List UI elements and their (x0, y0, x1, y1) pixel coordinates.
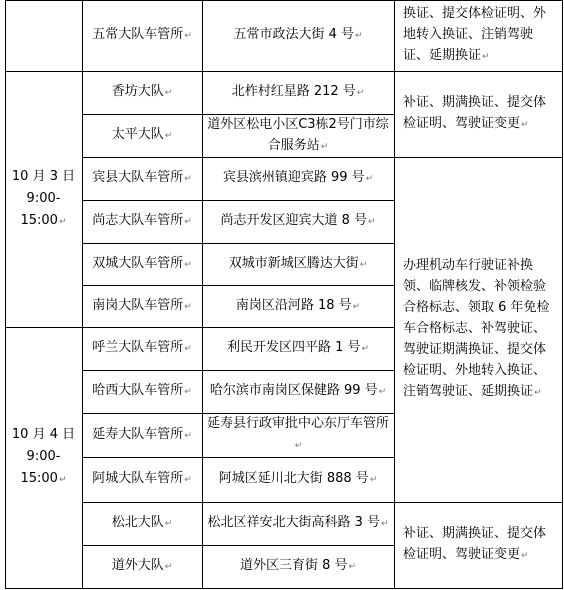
address (220, 210, 375, 233)
paragraph-mark: ↵ (164, 88, 173, 98)
grid-vertical (202, 0, 203, 589)
address (223, 167, 373, 190)
paragraph-mark: ↵ (356, 88, 365, 98)
unit-name (112, 124, 173, 147)
address-cell (202, 285, 394, 327)
paragraph-mark: ↵ (369, 475, 378, 485)
address-text: 五常市政法大街 4 号 (233, 27, 354, 42)
grid-horizontal (5, 71, 83, 72)
grid-horizontal (5, 0, 83, 1)
paragraph-mark: ↵ (381, 519, 389, 529)
address (210, 380, 386, 403)
grid-horizontal (82, 285, 395, 286)
unit-name-cell (82, 545, 202, 588)
address-cell (202, 457, 394, 502)
unit-name-text: 香坊大队 (111, 84, 164, 99)
grid-vertical (394, 0, 395, 589)
unit-name (112, 81, 173, 104)
grid-horizontal (82, 114, 395, 115)
services-cell (394, 502, 562, 588)
unit-name-cell (82, 413, 202, 457)
grid-horizontal (82, 157, 395, 158)
grid-vertical (82, 0, 83, 589)
grid-vertical (5, 0, 6, 589)
services-cell (394, 157, 562, 502)
paragraph-mark: ↵ (361, 344, 370, 354)
services-text: 换证、提交体检证明、外地转入换证、注销驾驶证、延期换证 (403, 6, 547, 63)
paragraph-mark: ↵ (164, 519, 173, 529)
address-cell (202, 327, 394, 370)
date-day: 10 月 4 日 (11, 427, 76, 442)
address (233, 24, 362, 47)
unit-name-cell (82, 327, 202, 370)
unit-name-text: 松北大队 (111, 515, 164, 530)
address-text: 北柞村红星路 212 号 (231, 84, 356, 99)
grid-horizontal (82, 0, 395, 1)
address-text: 宾县滨州镇迎宾路 99 号 (222, 170, 365, 185)
address-text: 双城市新城区腾达大街 (228, 255, 359, 271)
paragraph-mark: ↵ (348, 562, 357, 572)
address-cell (202, 200, 394, 243)
paragraph-mark: ↵ (184, 301, 192, 312)
paragraph-mark: ↵ (368, 217, 376, 227)
unit-name (92, 468, 192, 491)
services-text: 补证、期满换证、提交体检证明、驾驶证变更 (403, 95, 547, 131)
unit-name (92, 253, 192, 276)
grid-horizontal (82, 413, 395, 414)
unit-name-text: 尚志大队车管所 (92, 213, 184, 228)
paragraph-mark: ↵ (58, 475, 67, 485)
date-cell (5, 71, 82, 327)
services-cell (394, 71, 562, 157)
date-block (5, 166, 82, 233)
services-text-block (403, 92, 556, 136)
paragraph-mark: ↵ (184, 430, 192, 441)
unit-name-text: 道外大队 (111, 558, 164, 573)
address (207, 512, 388, 535)
services-text-block (403, 523, 556, 567)
date-time: 9:00-15:00 (20, 190, 61, 228)
unit-name-cell (82, 114, 202, 157)
grid-horizontal (82, 370, 395, 371)
address-cell (202, 502, 394, 545)
paragraph-mark: ↵ (365, 174, 374, 184)
grid-vertical (562, 0, 563, 589)
paragraph-mark: ↵ (184, 344, 192, 354)
grid-horizontal (82, 545, 395, 546)
address-text: 松北区祥安北大街高科路 3 号 (207, 515, 380, 530)
address-cell (202, 157, 394, 200)
address-text: 阿城区延川北大街 888 号 (218, 471, 369, 486)
paragraph-mark: ↵ (521, 551, 529, 561)
address (219, 468, 378, 491)
address-cell (202, 0, 394, 71)
address (229, 253, 368, 276)
grid-horizontal (394, 588, 563, 589)
grid-horizontal (82, 71, 395, 72)
unit-name-cell (82, 200, 202, 243)
unit-name-cell (82, 502, 202, 545)
paragraph-mark: ↵ (184, 387, 192, 397)
address (232, 81, 365, 104)
unit-name (112, 555, 173, 578)
unit-name (112, 512, 173, 535)
services-text-block (403, 255, 556, 404)
date-day: 10 月 3 日 (11, 168, 76, 184)
paragraph-mark: ↵ (482, 52, 490, 62)
grid-horizontal (394, 502, 563, 503)
unit-name-cell (82, 370, 202, 413)
grid-horizontal (5, 327, 83, 328)
unit-name-text: 南岗大队车管所 (92, 297, 184, 313)
unit-name-text: 双城大队车管所 (92, 255, 184, 271)
paragraph-mark: ↵ (534, 388, 542, 398)
address (206, 413, 390, 457)
grid-horizontal (5, 588, 83, 589)
unit-name-text: 延寿大队车管所 (92, 426, 184, 442)
unit-name-text: 五常大队车管所 (92, 27, 184, 42)
grid-horizontal (82, 457, 395, 458)
address-cell (202, 545, 394, 588)
paragraph-mark: ↵ (320, 141, 329, 152)
date-time: 9:00-15:00 (20, 449, 61, 486)
address-cell (202, 243, 394, 285)
paragraph-mark: ↵ (184, 217, 192, 227)
unit-name-cell (82, 71, 202, 114)
address-text: 尚志开发区迎宾大道 8 号 (220, 213, 367, 228)
grid-horizontal (394, 0, 563, 1)
address-cell (202, 71, 394, 114)
grid-horizontal (394, 71, 563, 72)
services-cell (394, 0, 562, 71)
unit-name (92, 337, 192, 360)
paragraph-mark: ↵ (184, 174, 192, 184)
unit-name-cell (82, 285, 202, 327)
grid-horizontal (82, 200, 395, 201)
date-cell (5, 327, 82, 588)
unit-name (92, 210, 192, 233)
unit-name (92, 167, 192, 190)
address-text: 延寿县行政审批中心东厅车管所 (206, 416, 389, 431)
address-text: 哈尔滨市南岗区保健路 99 号 (209, 383, 378, 398)
paragraph-mark: ↵ (521, 120, 529, 130)
unit-name-text: 阿城大队车管所 (92, 471, 184, 486)
grid-horizontal (82, 327, 395, 328)
paragraph-mark: ↵ (184, 475, 192, 485)
date-block (5, 424, 82, 491)
address (236, 295, 360, 318)
paragraph-mark: ↵ (58, 216, 67, 227)
unit-name (92, 380, 192, 403)
unit-name-cell (82, 0, 202, 71)
grid-horizontal (82, 588, 395, 589)
unit-name (92, 24, 192, 47)
paragraph-mark: ↵ (359, 259, 368, 270)
paragraph-mark: ↵ (352, 301, 361, 312)
services-text: 办理机动车行驶证补换领、临牌核发、补领检验合格标志、领取 6 年免检车合格标志、补驾驶证、驾驶证期满换证、提交体检证明、外地转入换证、注销驾驶证、延期换证 (403, 258, 550, 399)
unit-name-cell (82, 457, 202, 502)
paragraph-mark: ↵ (164, 131, 173, 141)
empty-date-cell (5, 0, 82, 71)
address (227, 337, 369, 360)
address-cell (202, 114, 394, 157)
address-text: 道外区三育街 8 号 (239, 558, 348, 573)
paragraph-mark: ↵ (378, 387, 387, 397)
address (206, 114, 390, 158)
unit-name-text: 哈西大队车管所 (92, 383, 184, 398)
unit-name-text: 太平大队 (111, 127, 164, 142)
unit-name-cell (82, 243, 202, 285)
unit-name-text: 宾县大队车管所 (92, 170, 184, 185)
paragraph-mark: ↵ (164, 562, 173, 572)
paragraph-mark: ↵ (294, 441, 303, 451)
grid-horizontal (82, 243, 395, 244)
unit-name (92, 295, 192, 318)
unit-name (92, 424, 192, 447)
address-text: 南岗区沿河路 18 号 (235, 297, 352, 313)
address-text: 利民开发区四平路 1 号 (226, 340, 361, 355)
unit-name-cell (82, 157, 202, 200)
grid-horizontal (394, 157, 563, 158)
services-text-block (403, 3, 556, 68)
paragraph-mark: ↵ (184, 31, 192, 41)
services-text: 补证、期满换证、提交体检证明、驾驶证变更 (403, 526, 547, 562)
paragraph-mark: ↵ (184, 259, 192, 270)
address-cell (202, 413, 394, 457)
address-text: 道外区松电小区C3栋2号门市综合服务站 (207, 116, 389, 153)
paragraph-mark: ↵ (355, 31, 363, 41)
address-cell (202, 370, 394, 413)
address (240, 555, 356, 578)
grid-horizontal (82, 502, 395, 503)
unit-name-text: 呼兰大队车管所 (92, 340, 184, 355)
